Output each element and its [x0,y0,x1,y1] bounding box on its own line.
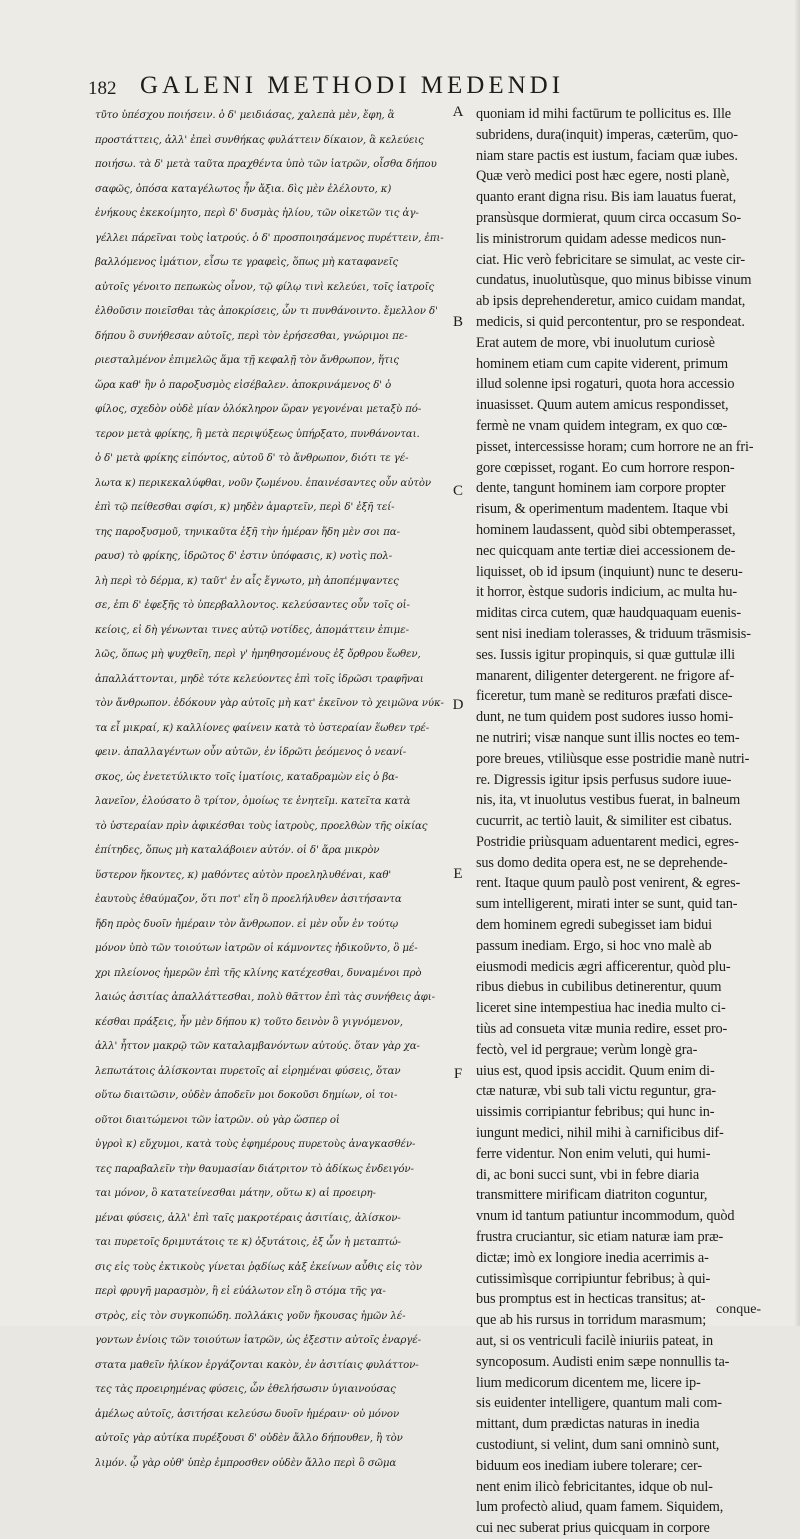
greek-text-line: ἑαυτοὺς ἐθαύμαζον, ὅτι ποτ' εἴη ὃ προελήλυθεν ἀσιτήσαντα [95,894,402,905]
latin-text-line: ferre videntur. Non enim veluti, qui humi- [476,1145,711,1162]
latin-text-line: ciat. Hic verò febricitare se simulat, ac veste cir- [476,251,745,268]
greek-text-line: ὁ δ' μετὰ φρίκης εἰπόντος, αὐτοῦ δ' τὸ ἄνθρωπον, διότι τε γέ- [95,453,409,464]
latin-text-line: manarent, diligenter detergerent. ne frigore af- [476,667,735,684]
section-marker-e: E [453,866,463,882]
greek-text-line: ἀλλ' ἧττον μακρῷ τῶν καταλαμβανόντων αὐτούς. ὅταν γὰρ χα- [95,1041,420,1052]
greek-text-line: ποιήσω. τὰ δ' μετὰ ταῦτα πραχθέντα ὑπὸ τῶν ἰατρῶν, οἶσθα δήπου [95,159,437,170]
greek-text-line: της παροξυσμοῦ, τηνικαῦτα ἐξῆ τὴν ἡμέραν ἤδη μὲν σοι πα- [95,526,400,538]
latin-text-line: uius est, quod ipsis accidit. Quum enim di- [476,1062,715,1079]
greek-text-line: μέναι φύσεις, ἀλλ' ἐπὶ ταῖς μακροτέραις ἀσιτίαις, ἁλίσκον- [95,1212,401,1224]
page-number: 182 [88,78,117,99]
greek-text-line: ἐπὶ τῷ πείθεσθαι σφίσι, κ) μηδὲν ἁμαρτεῖν, περὶ δ' ἐξῆ τεί- [95,502,395,513]
section-marker-f: F [453,1066,463,1082]
greek-text-line: ἤδη πρὸς δυοῖν ἡμέραιν τὸν ἄνθρωπον. εἰ μὲν οὖν ἐν τούτῳ [95,918,399,930]
latin-text-line: custodiunt, si velint, dum sani omninò sunt, [476,1437,720,1453]
greek-text-line: τῦτο ὑπέσχου ποιήσειν. ὁ δ' μειδιάσας, χαλεπὰ μὲν, ἔφη, ἃ [95,110,395,121]
greek-text-line: λιμόν. ᾧ γὰρ οὐθ' ὑπὲρ ἐμπροσθεν οὐδὲν ἄλλο περὶ ὃ σῶμα [95,1457,397,1469]
latin-text-line: liquisset, ob id ipsum (inquiunt) nunc te deseru- [476,563,743,580]
greek-text-line: οὕτω διαιτῶσιν, οὐδὲν ἀποδεῖν μοι δοκοῦσι δημίων, οἱ τοι- [95,1090,398,1101]
latin-text-line: it horror, èstque sudoris indicium, ac multa hu- [476,584,738,601]
greek-text-line: οῦτοι διαιτώμενοι τῶν ἰατρῶν. οὐ γὰρ ὥσπερ οἱ [95,1114,340,1126]
latin-text-line: lium medicorum dicentem me, licere ip- [476,1374,701,1391]
greek-text-line: λωτα κ) περικεκαλύφθαι, νοῦν ζωμένου. ἐπαινέσαντες οὖν αὐτὸν [95,477,431,489]
latin-text-line: que ab his rursus in torridum marasmum; [476,1312,707,1329]
greek-text-line: σις εἰς τοὺς ἐκτικοὺς γίνεται ῥᾳδίως κἀξ ἐκείνων αὖθις εἰς τὸν [95,1261,422,1273]
greek-text-line: σκος, ὡς ἐνετετύλικτο τοῖς ἱματίοις, καταδραμὼν εἰς ὁ βα- [95,771,399,783]
latin-text-line: pransùsque dormierat, quum circa occasum So- [476,209,741,226]
latin-text-line: Quæ verò medici post hæc egere, nosti planè, [476,168,730,185]
greek-text-line: φίλος, σχεδὸν οὐδὲ μίαν ὁλόκληρον ὥραν γεγονέναι μεταξὺ πό- [95,404,422,415]
latin-text-line: nec quicquam ante tertiæ diei accessionem de- [476,542,736,559]
latin-text-line: lis ministrorum quidam adesse medicos nun- [476,230,726,247]
greek-text-line: χρι πλείονος ἡμερῶν ἐπὶ τῆς κλίνης κατέχεσθαι, δυναμένοι πρὸ [95,967,422,979]
latin-text-line: bus promptus est in hecticas transitus; at- [476,1291,706,1308]
latin-text-line: dem hominem egredi subegisset iam bidui [476,917,712,934]
greek-text-line: ὕστερον ἥκοντες, κ) μαθόντες αὐτὸν προεληλυθέναι, καθ' [95,869,392,881]
greek-text-line: γέλλει πάρεῖναι τοὺς ἰατρούς. ὁ δ' προσποιησάμενος πυρέττειν, ἐπι- [95,232,444,244]
greek-text-line: ἀπαλλάττονται, μηδὲ τότε κελεύοντες ἐπὶ τοῖς ἱδρῶσι τραφῆναι [95,673,424,685]
latin-text-line: dunt, ne tum quidem post sudores iusso homi- [476,709,734,726]
latin-text-line: tiùs ad consueta vitæ munia redire, esset pro- [476,1021,728,1038]
latin-text-line: dente, tangunt hominem iam corpore propter [476,480,726,497]
latin-text-line: eiusmodi medicis ægri afficerentur, quòd plu- [476,958,731,975]
greek-text-line: ὑγροὶ κ) εὔχυμοι, κατὰ τοὺς ἐφημέρους πυρετοὺς ἀναγκασθέν- [95,1139,416,1150]
greek-text-line: τὸ ὑστεραίαν πρὶν ἀφικέσθαι τοὺς ἰατροὺς, προελθὼν τῆς οἰκίας [95,820,428,832]
latin-text-line: hominem etiam cum capite viderent, primum [476,355,728,372]
latin-text-line: cucurrit, ac tertiò lauit, & similiter est cibatus. [476,813,732,830]
greek-text-line: αὐτοῖς γένοιτο πεπωκὼς οἶνον, τῷ φίλῳ τινὶ κελεύει, τοῖς ἰατροῖς [95,281,435,293]
latin-text-line: liceret sine intempestiua hac inedia multo ci- [476,1000,726,1017]
greek-text-line: τες παραβαλεῖν τὴν θαυμασίαν διάτριτον τὸ ἀδίκως ἐνδειγόν- [95,1163,414,1175]
latin-text-line: di, ac boni succi sunt, vbi in febre diaria [476,1166,700,1183]
latin-text-line: lum profectò aliud, quam famem. Siquidem, [476,1499,724,1516]
latin-text-line: ses. Iussis igitur propinquis, si quæ guttulæ illi [476,646,736,663]
latin-text-line: passum inediam. Ergo, si hoc vno malè ab [476,937,712,954]
latin-text-column [476,104,762,1539]
latin-text-line: uissimis corripiantur febribus; qui hunc in- [476,1104,715,1121]
latin-text-line: fermè ne vnam quidem integram, ex quo cœ- [476,417,728,434]
greek-text-line: βαλλόμενος ἱμάτιον, εἶσω τε γραφεὶς, ὅπως μὴ καταφανεῖς [95,257,399,268]
catchword: conque- [716,1302,762,1317]
greek-text-line: ται μόνον, ὃ κατατείνεσθαι μάτην, οὕτω κ) αἱ προειρη- [95,1188,376,1199]
latin-text-line: sent nisi inediam tolerasses, & triduum trāsmisis- [476,625,751,642]
latin-text-line: cundatus, inuolutùsque, quo minus bibisse vinum [476,272,752,289]
greek-text-line: λὴ περὶ τὸ δέρμα, κ) ταῦτ' ἐν αἷς ἔγνωτο, μὴ ἀποπέμψαντες [95,575,399,587]
page-edge-shadow [794,0,800,1326]
latin-text-line: biduum eos inediam iubere tolerare; cer- [476,1457,702,1474]
greek-text-line: ἀμέλως αὐτοῖς, ἀσιτήσαι κελεύσω δυοῖν ἡμέραιν· οὐ μόνον [95,1408,400,1420]
latin-text-line: quoniam id mihi factūrum te pollicitus es. Ille [476,106,732,122]
greek-text-line: αὐτοῖς γὰρ αὐτίκα πυρέξουσι δ' οὐδὲν ἄλλο δήπουθεν, ἢ τὸν [95,1433,403,1444]
greek-text-line: γοντων ἐνίοις τῶν τοιούτων ἰατρῶν, ὡς ἐξεστιν αὐτοῖς ἐναργέ- [95,1335,421,1346]
latin-text-line: ab ipsis deprehenderetur, amico cuidam mandat, [476,293,746,310]
latin-text-line: pisset, intercessisse horam; cum horrore ne an fri- [476,438,754,455]
latin-text-line: inuasisset. Quum autem amicus respondisset, [476,397,729,414]
greek-text-line: δήπου ὃ συνήθεσαν αὐτοῖς, περὶ τὸν ἐρήσεσθαι, γνώριμοι πε- [95,330,408,342]
latin-text-line: miditas circa cutem, quæ haudquaquam euenis- [476,605,741,622]
greek-text-line: μόνον ὑπὸ τῶν τοιούτων ἰατρῶν οἱ κάμνοντες ἠδικοῦντο, ὃ μέ- [95,943,418,954]
latin-text-line: Postridie priùsquam aduentarent medici, egres- [476,833,739,850]
latin-text-line: medicis, si quid percontentur, pro se respondeat. [476,313,745,330]
latin-text-line: fectò, vel id pergraue; verùm longè gra- [476,1041,698,1058]
greek-text-line: ριεσταλμένον ἐπιμελῶς ἅμα τῇ κεφαλῇ τὸν ἄνθρωπον, ἥτις [95,355,399,366]
running-title: GALENI METHODI MEDENDI [140,72,565,99]
latin-text-line: sum intelligerent, mirati inter se sunt, quid tan- [476,896,738,913]
greek-text-line: λῶς, ὅπως μὴ ψυχθεῖη, περὶ γ' ἡμηθησομένους ἐξ ὄρθρου ἕωθεν, [95,649,421,660]
greek-text-line: κέσθαι πράξεις, ἦν μὲν δήπου κ) τοῦτο δεινὸν ὃ γιγνόμενον, [95,1016,403,1028]
latin-text-line: gore cœpisset, rogant. Eo cum horrore respon- [476,459,735,476]
latin-text-line: ne nutriri; visæ nanque sunt illis noctes eo tem- [476,729,740,746]
latin-text-line: ficeretur, tum manè se redituros præfati disce- [476,688,733,705]
latin-text-line: risum, & operimentum madentem. Itaque vbi [476,501,729,518]
greek-text-column [95,104,445,1476]
latin-text-line: ctæ naturæ, vbi sub tali victu reguntur, gra- [476,1083,717,1100]
greek-text-line: προστάττεις, ἀλλ' ἐπεὶ συνθήκας φυλάττειν δίκαιον, ἃ κελεύεις [95,134,424,146]
latin-text-line: transmittere mirificam diatriton coguntur, [476,1187,708,1204]
latin-text-line: nent enim ilicò febricitantes, idque ob nul- [476,1478,713,1495]
latin-text-line: frustra cruciantur, sic etiam naturæ iam præ- [476,1229,724,1246]
latin-text-line: cui nec suberat prius quicquam in corpore [476,1520,710,1537]
section-marker-d: D [452,697,464,713]
greek-text-line: λανεῖον, ἐλούσατο ὃ τρίτον, ὁμοίως τε ἐνητεῖμ. κατεῖτα κατὰ [95,796,411,807]
latin-text-line: iungunt medici, nihil mihi à carnificibus dif- [476,1125,724,1142]
greek-text-line: ἐπίτηδες, ὅπως μὴ καταλάβοιεν αὐτόν. οἱ δ' ἄρα μικρὸν [95,845,380,856]
greek-text-line: τερον μετὰ φρίκης, ἢ μετὰ περιψύξεως ὑπήρξατο, πυνθάνονται. [95,428,420,440]
latin-text-line: niam stare pactis est iustum, faciam quæ iubes. [476,147,738,164]
latin-text-line: nis, ita, vt inuolutus vestibus fuerat, in balneum [476,792,741,809]
latin-text-line: Erat autem de more, vbi inuolutum curiosè [476,334,715,351]
greek-text-line: ὥρα καθ' ἣν ὁ παροξυσμὸς εἰσέβαλεν. ἀποκρινάμενος δ' ὁ [95,379,392,391]
section-marker-c: C [452,483,463,499]
latin-text-line: aut, si os ventriculi facilè iniuriis pateat, in [476,1333,713,1350]
latin-text-line: hominem laudassent, quòd sibi obtemperasset, [476,521,736,538]
latin-text-line: vnum id tantum patiuntur incommodum, quòd [476,1208,735,1225]
latin-text-line: re. Digressis igitur ipsis perfusus sudore iuue- [476,771,732,788]
greek-text-line: σαφῶς, ὁπόσα καταγέλωτος ἦν ἄξια. δὶς μὲν ἐλέλουτο, κ) [95,183,392,195]
greek-text-line: τὸν ἄνθρωπον. ἐδόκουν γὰρ αὐτοῖς μὴ κατ' ἐκεῖνον τὸ χειμῶνα νύκ- [95,698,444,709]
greek-text-line: λαιώς ἀσιτίας ἀπαλλάττεσθαι, πολὺ θᾶττον ἐπὶ τὰς συνήθεις ἀφι- [95,992,435,1003]
greek-text-line: ται πυρετοῖς δριμυτάτοις τε κ) ὀξυτάτοις, ἐξ ὧν ἡ μεταπτώ- [95,1237,401,1248]
latin-text-line: sis euidenter intelligere, quantum mali com- [476,1395,722,1412]
greek-text-line: στατα μαθεῖν ἡλίκον ἐργάζονται κακὸν, ἐν ἀσιτίαις φυλάττον- [95,1359,419,1371]
latin-text-line: sus domo dedita opera est, ne se deprehende- [476,854,728,871]
page-header [88,72,738,108]
greek-text-line: περὶ φρυγῆ μαρασμὸν, ἢ εἰ εὐάλωτον εἴη ὃ στόμα τῆς γα- [95,1286,386,1297]
latin-text-line: ribus diebus in cubilibus detinerentur, quum [476,979,722,996]
latin-text-line: mittant, dum prædictas naturas in inedia [476,1416,700,1433]
greek-text-line: φειν. ἀπαλλαγέντων οὖν αὐτῶν, ἐν ἱδρῶτι ῥεόμενος ὁ νεανί- [95,747,407,758]
latin-text-line: pore breues, vtiliùsque esse postridie manè nutri- [476,750,750,767]
latin-text-line: subridens, dura(inquit) imperas, cæterūm, quo- [476,126,738,143]
latin-text-line: dictæ; imò ex longiore inedia acerrimis a- [476,1249,709,1266]
section-marker-b: B [452,314,463,330]
greek-text-line: κείοις, εἰ δὴ γένωνται τινες αὐτῷ νοτίδες, ἀπομάττειν ἐπιμε- [95,624,409,636]
greek-text-line: σε, ἐπι δ' ἐφεξῆς τὸ ὑπερβαλλοντος. κελεύσαντες οὖν τοῖς οἰ- [95,600,410,611]
greek-text-line: τες τὰς προειρημένας φύσεις, ὧν ἐθελήσωσιν ὑγιαινούσας [95,1384,396,1395]
greek-text-line: ραυσ) τὸ φρίκης, ἱδρῶτος δ' ἐστιν ὑπόφασις, κ) νοτὶς πολ- [95,551,393,562]
section-marker-a: A [452,104,464,120]
greek-text-line: λεπωτάτοις ἁλίσκονται πυρετοῖς αἱ εἰρημέναι φύσεις, ὅταν [95,1065,401,1077]
greek-text-line: ἐνήκους ἐκεκοίμητο, περὶ δ' δυσμὰς ἡλίου, τῶν οἰκετῶν τις ἀγ- [95,208,419,219]
greek-text-line: στρὸς, εἰς τὸν συγκοπώδη. πολλάκις γοῦν ἤκουσας ἡμῶν λέ- [95,1310,406,1322]
latin-text-line: cutissimìsque corripiuntur febribus; à qui- [476,1270,711,1287]
latin-text-line: illud solenne ipsi rogaturi, quota hora accessio [476,376,735,393]
latin-text-line: syncoposum. Audisti enim sæpe nonnullis ta- [476,1353,730,1370]
greek-text-line: τα εἶ μικραί, κ) καλλίονες φαίνειν κατὰ τὸ ὑστεραίαν ἕωθεν τρέ- [95,722,430,734]
latin-text-line: quanto erant digna risu. Bis iam lauatus fuerat, [476,189,737,206]
latin-text-line: rent. Itaque quum paulò post venirent, & egres- [476,875,741,892]
greek-text-line: ἐλθοῦσιν ποιεῖσθαι τὰς ἀποκρίσεις, ὧν τι πυνθάνοιντο. ἔμελλον δ' [95,306,438,317]
